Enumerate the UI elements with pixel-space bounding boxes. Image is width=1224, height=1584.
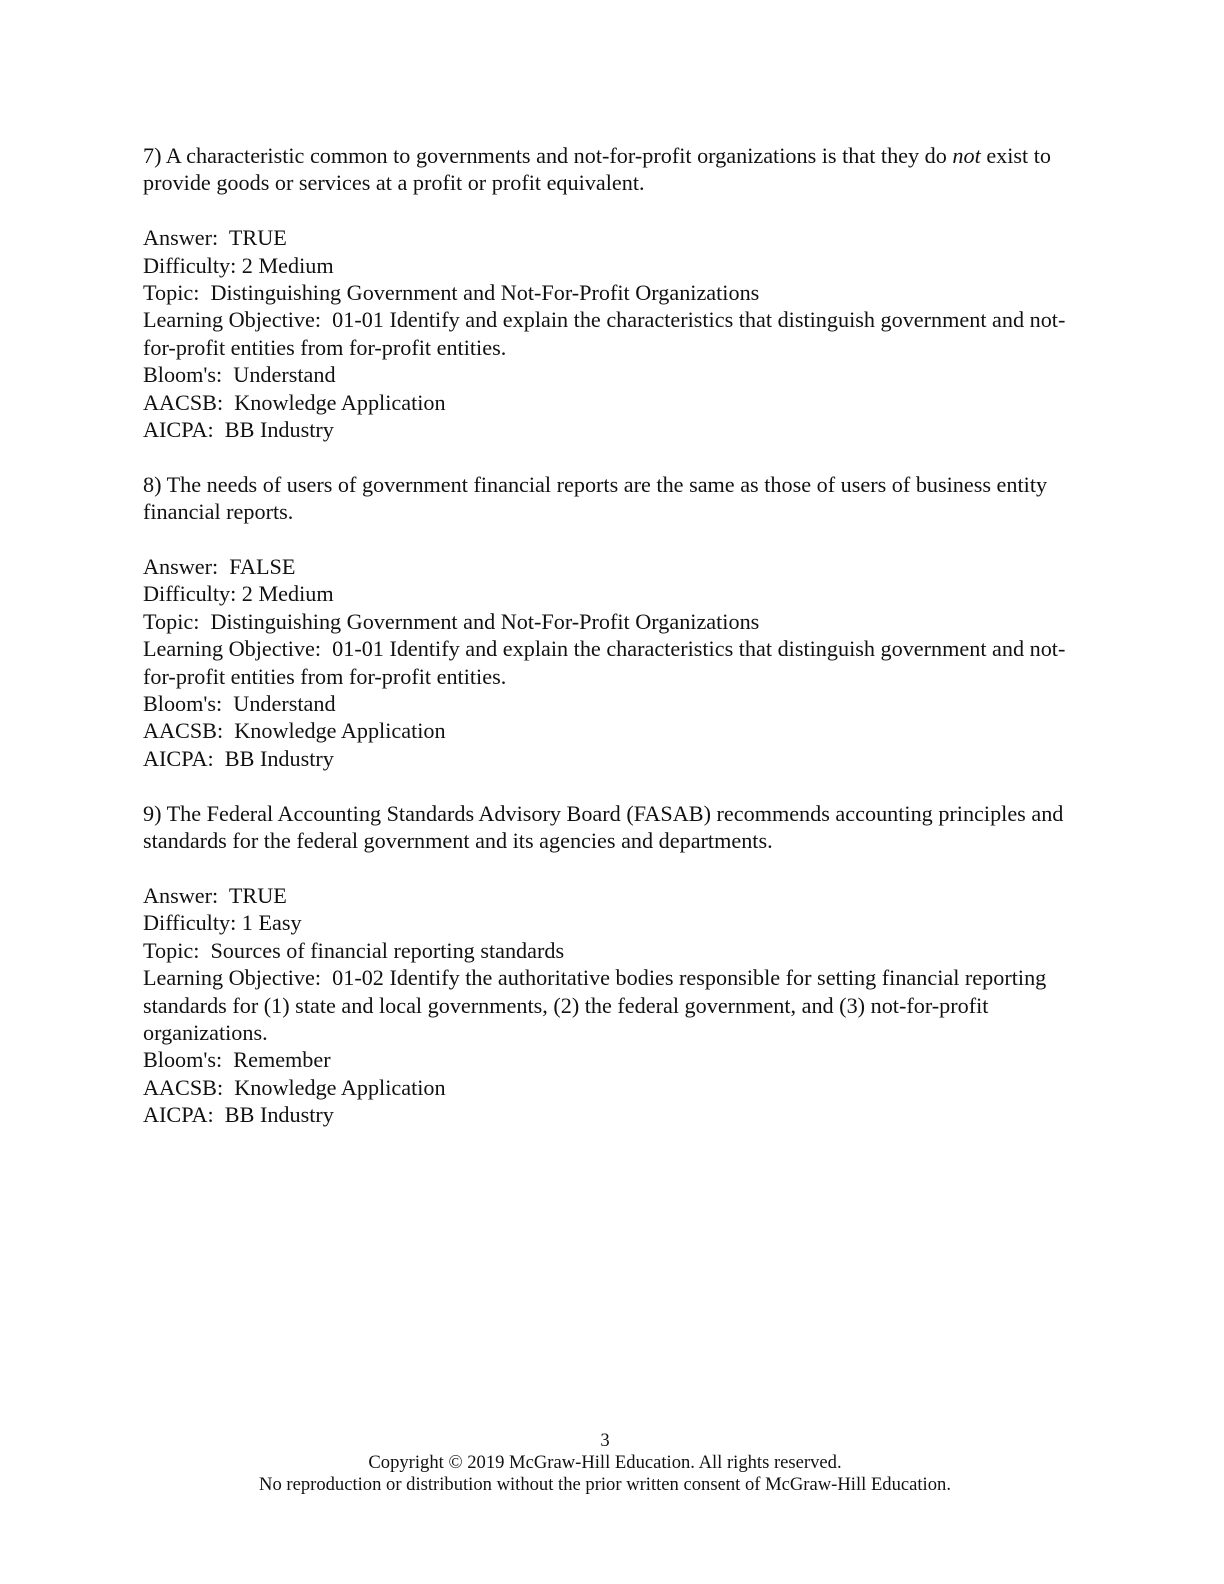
page-number: 3 [600,1430,610,1451]
aicpa-line: AICPA: BB Industry [143,745,334,771]
answer-metadata [143,224,1078,443]
answer-line: Answer: TRUE [143,882,287,908]
reproduction-notice: No reproduction or distribution without the prior written consent of McGraw-Hill Education. [259,1474,951,1495]
answer-line: Answer: TRUE [143,225,287,251]
page-body [143,142,1078,1156]
blooms-line: Bloom's: Understand [143,362,336,388]
topic-line: Topic: Distinguishing Government and Not-For-Profit Organizations [143,608,760,634]
aicpa-line: AICPA: BB Industry [143,1102,334,1128]
difficulty-line: Difficulty: 2 Medium [143,581,334,607]
difficulty-line: Difficulty: 1 Easy [143,910,302,936]
blooms-line: Bloom's: Remember [143,1047,331,1073]
learning-objective-line: Learning Objective: 01-02 Identify the authoritative bodies responsible for setting financial reporting standards for (1) state and local governments, (2) the federal government, and (3) not-for-profit organizations. [143,965,1052,1045]
topic-line: Topic: Distinguishing Government and Not-For-Profit Organizations [143,280,760,306]
blooms-line: Bloom's: Understand [143,691,336,717]
difficulty-line: Difficulty: 2 Medium [143,252,334,278]
aicpa-line: AICPA: BB Industry [143,417,334,443]
question-7 [143,142,1078,443]
answer-line: Answer: FALSE [143,554,296,580]
aacsb-line: AACSB: Knowledge Application [143,1074,446,1100]
copyright-notice: Copyright © 2019 McGraw-Hill Education. All rights reserved. [368,1452,842,1473]
topic-line: Topic: Sources of financial reporting standards [143,937,565,963]
question-text: 9) The Federal Accounting Standards Advisory Board (FASAB) recommends accounting principles and standards for the federal government and its agencies and departments. [143,800,1064,854]
question-8 [143,471,1078,772]
answer-metadata [143,882,1078,1129]
question-text [143,142,1078,197]
learning-objective-line: Learning Objective: 01-01 Identify and explain the characteristics that distinguish government and not-for-profit entities from for-profit entities. [143,307,1066,360]
question-9 [143,800,1078,1129]
answer-metadata [143,553,1078,772]
question-text-part: exist to provide goods or services at a profit or profit equivalent. [143,143,1052,196]
question-text-part: 7) A characteristic common to governments and not-for-profit organizations is that they do [143,143,953,168]
learning-objective-line: Learning Objective: 01-01 Identify and explain the characteristics that distinguish government and not-for-profit entities from for-profit entities. [143,636,1066,689]
question-text: 8) The needs of users of government financial reports are the same as those of users of business entity financial reports. [143,471,1048,525]
page-footer [0,1430,1210,1496]
aacsb-line: AACSB: Knowledge Application [143,389,446,415]
question-emphasis: not [952,143,981,168]
aacsb-line: AACSB: Knowledge Application [143,718,446,744]
